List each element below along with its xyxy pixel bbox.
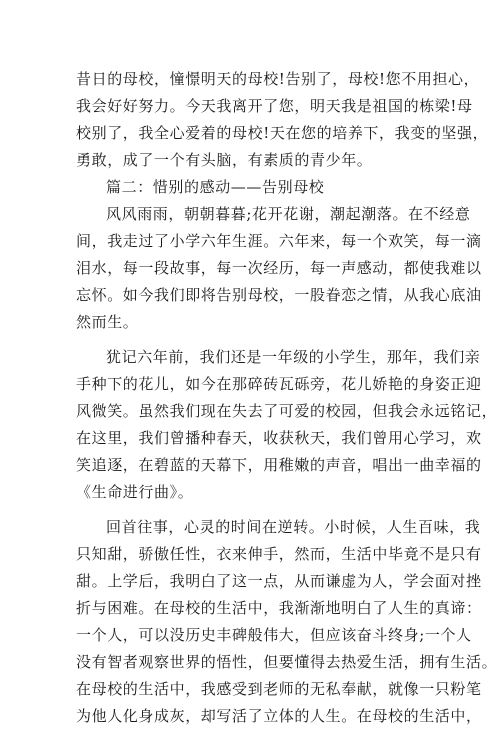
text-line: 我会好好努力。今天我离开了您，明天我是祖国的栋梁!母 [76, 97, 473, 115]
text-line: 一个人，可以没历史丰碑般伟大，但应该奋斗终身;一个人 [76, 626, 472, 644]
text-line: 折与困难。在母校的生活中，我渐渐地明白了人生的真谛： [76, 599, 482, 617]
text-line: 为他人化身成灰，却写活了立体的人生。在母校的生活中， [76, 707, 482, 725]
text-line: 在这里，我们曾播种春天，收获秋天，我们曾用心学习，欢 [76, 429, 482, 447]
text-line: 勇敢，成了一个有头脑，有素质的青少年。 [76, 151, 373, 169]
paragraph-start-line: 回首往事，心灵的时间在逆转。小时候，人生百味，我 [106, 518, 481, 536]
section-heading: 篇二：惜别的感动——告别母校 [106, 178, 325, 196]
text-line: 昔日的母校，憧憬明天的母校!告别了，母校!您不用担心， [76, 70, 480, 88]
document-body [76, 66, 498, 730]
text-line: 《生命进行曲》。 [76, 483, 194, 501]
text-line: 忘怀。如今我们即将告别母校，一股眷恋之情，从我心底油 [76, 286, 482, 304]
text-line: 泪水，每一段故事，每一次经历，每一声感动，都使我难以 [76, 259, 482, 277]
text-line: 甜。上学后，我明白了这一点，从而谦虚为人，学会面对挫 [76, 572, 482, 590]
paragraph-start-line: 犹记六年前，我们还是一年级的小学生，那年，我们亲 [106, 348, 481, 366]
text-line: 手种下的花儿，如今在那碎砖瓦砾旁，花儿娇艳的身姿正迎 [76, 375, 482, 393]
text-line: 校别了，我全心爱着的母校!天在您的培养下，我变的坚强， [76, 124, 489, 142]
text-line: 然而生。 [76, 313, 139, 331]
text-line: 笑追逐，在碧蓝的天幕下，用稚嫩的声音，唱出一曲幸福的 [76, 456, 482, 474]
text-line: 没有智者观察世界的悟性，但要懂得去热爱生活，拥有生活。 [76, 653, 498, 671]
text-line: 风微笑。虽然我们现在失去了可爱的校园，但我会永远铭记， [76, 402, 498, 420]
text-line: 只知甜，骄傲任性，衣来伸手，然而，生活中毕竟不是只有 [76, 545, 482, 563]
text-line: 在母校的生活中，我感受到老师的无私奉献，就像一只粉笔 [76, 680, 482, 698]
paragraph-start-line: 风风雨雨，朝朝暮暮;花开花谢，潮起潮落。在不经意 [106, 205, 471, 223]
text-line: 间，我走过了小学六年生涯。六年来，每一个欢笑，每一滴 [76, 232, 482, 250]
